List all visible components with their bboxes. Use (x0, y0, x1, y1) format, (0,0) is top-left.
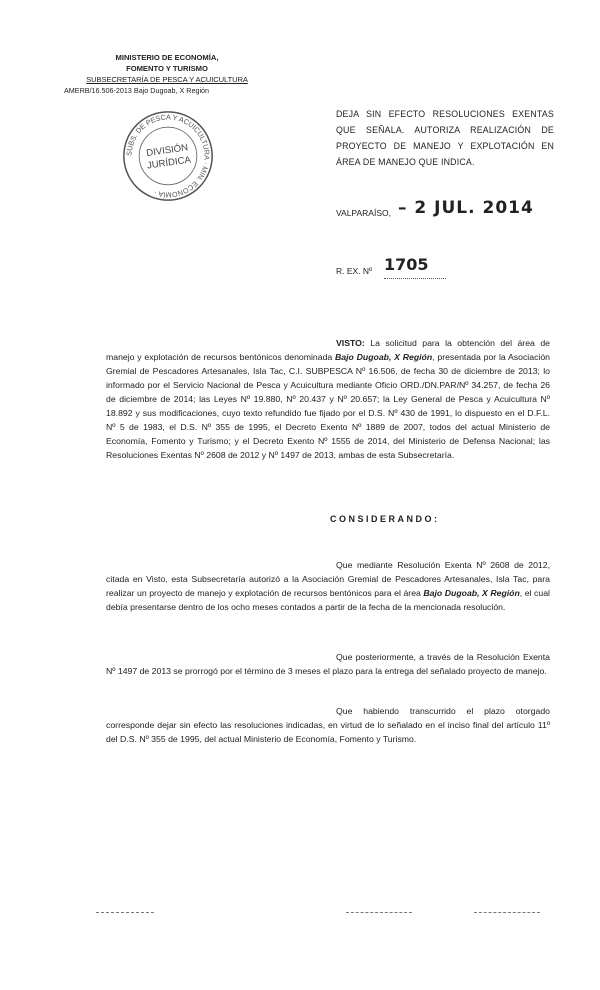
stamp-ring-text: SUBS. DE PESCA Y ACUICULTURA · MIN. ECONOMÍA · (124, 112, 212, 200)
visto-paragraph (106, 336, 550, 462)
rex-underline (384, 278, 446, 279)
date-stamp: – 2 JUL. 2014 (398, 198, 534, 218)
footer-rule-right (474, 912, 540, 913)
ministry-line-1: MINISTERIO DE ECONOMÍA, (115, 53, 219, 62)
resolution-subject: DEJA SIN EFECTO RESOLUCIONES EXENTAS QUE SEÑALA. AUTORIZA REALIZACIÓN DE PROYECTO DE MANEJO Y EXPLOTACIÓN EN ÁREA DE MANEJO QUE INDICA. (336, 109, 554, 167)
c3-text: Que habiendo transcurrido el plazo otorgado corresponde dejar sin efecto las resoluciones indicadas, en virtud de lo señalado en el inciso final del artículo 11º del D.S. Nº 355 de 1995, del actual Ministerio de Economía, Fomento y Turismo. (106, 706, 550, 744)
place-label: VALPARAÍSO, (336, 208, 391, 218)
ministry-header (62, 52, 272, 96)
rex-number: 1705 (384, 255, 429, 274)
file-reference: AMERB/16.506-2013 Bajo Dugoab, X Región (64, 86, 210, 95)
c1-area-name: Bajo Dugoab, X Región (423, 588, 520, 598)
visto-lead: VISTO: (336, 338, 365, 348)
stamp-line-2: JURÍDICA (146, 154, 192, 172)
considerando-paragraph-3 (106, 704, 550, 746)
rex-label: R. EX. Nº (336, 266, 373, 276)
c1-text-1: Que mediante Resolución Exenta Nº 2608 de 2012, citada en Visto, esta Subsecretaría autorizó a la Asociación Gremial de Pescadores Artesanales, Isla Tac, para realizar un proyecto de manejo y explotación de recursos bentónicos para el área (106, 560, 550, 598)
considerando-paragraph-2 (106, 650, 550, 678)
c2-text: Que posteriormente, a través de la Resolución Exenta Nº 1497 de 2013 se prorrogó por el término de 3 meses el plazo para la entrega del señalado proyecto de manejo. (106, 652, 550, 676)
division-juridica-stamp (120, 108, 216, 204)
considerando-paragraph-1 (106, 558, 550, 614)
considerando-heading: CONSIDERANDO: (330, 514, 440, 524)
stamp-line-1: DIVISIÓN (145, 142, 189, 160)
subsecretaria-line: SUBSECRETARÍA DE PESCA Y ACUICULTURA (86, 75, 248, 84)
visto-text-2: , presentada por la Asociación Gremial de Pescadores Artesanales, Isla Tac, C.I. SUBPESCA Nº 16.506, de fecha 30 de diciembre de 2013; lo informado por el Servicio Nacional de Pesca y Acuicultura mediante Oficio ORD./DN.PAR/Nº 34.257, de fecha 26 de diciembre de 2014; las Leyes Nº 19.880, Nº 20.437 y Nº 20.657; la Ley General de Pesca y Acuicultura Nº 18.892 y sus modificaciones, cuyo texto refundido fue fijado por el D.S. Nº 430 de 1991, lo dispuesto en el D.F.L. Nº 5 de 1983, el D.S. Nº 355 de 1995, el Decreto Exento Nº 1889 de 2007, todos del actual Ministerio de Economía, Fomento y Turismo; y el Decreto Exento Nº 1555 de 2014, del Ministerio de Defensa Nacional; las Resoluciones Exentas Nº 2608 de 2012 y Nº 1497 de 2013, ambas de esta Subsecretaría. (106, 352, 551, 460)
c1-text-2: , el cual debía presentarse dentro de los ocho meses contados a partir de la fecha de la mencionada resolución. (106, 588, 550, 612)
ministry-line-2: FOMENTO Y TURISMO (126, 64, 208, 73)
visto-text-1: La solicitud para la obtención del área de manejo y explotación de recursos bentónicos denominada (106, 338, 550, 362)
visto-area-name: Bajo Dugoab, X Región (335, 352, 433, 362)
footer-rule-left (96, 912, 154, 913)
footer-rule-middle (346, 912, 412, 913)
